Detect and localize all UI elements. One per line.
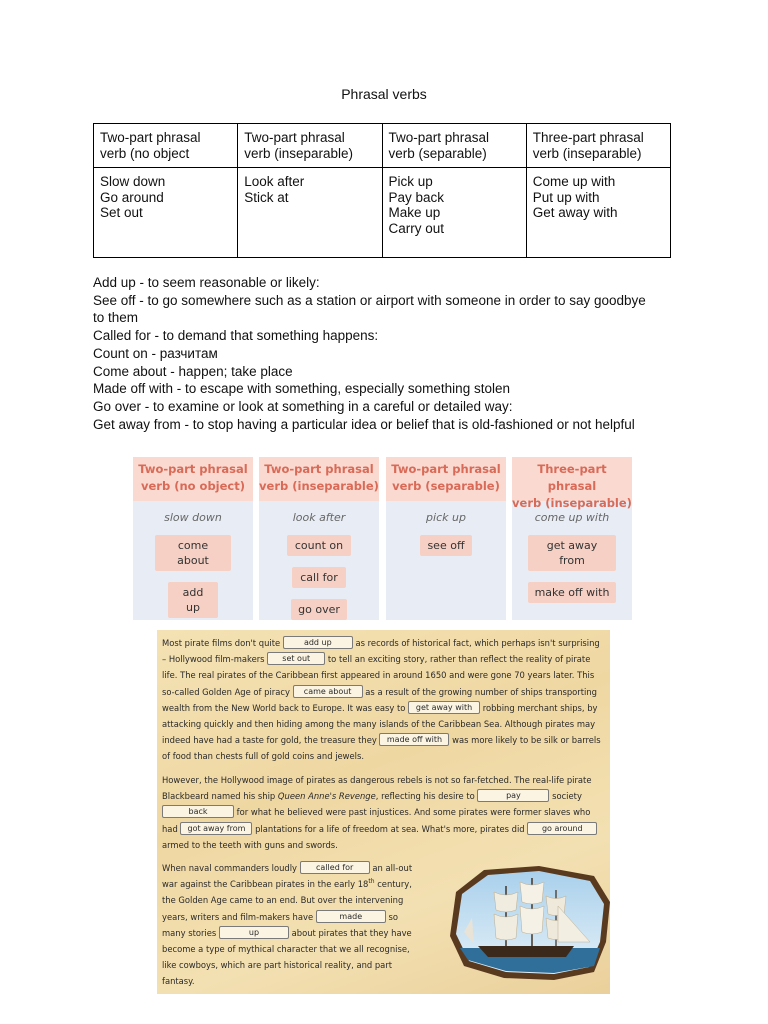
- sort-column-header: Two-part phrasal verb (no object): [133, 457, 253, 501]
- definition-line: See off - to go somewhere such as a station or airport with someone in order to say goodbye: [93, 292, 646, 308]
- verb-item: Slow down: [100, 174, 166, 189]
- answer-box[interactable]: go around: [527, 822, 597, 835]
- table-header-cell: Three-part phrasal verb (inseparable): [526, 124, 670, 168]
- verb-item: Put up with: [532, 189, 600, 205]
- verb-item: Go around: [100, 189, 164, 205]
- definition-line: Get away from - to stop having a particular idea or belief that is old-fashioned or not helpful: [93, 416, 635, 432]
- sort-column-separable: [386, 457, 506, 620]
- sort-chip[interactable]: see off: [420, 535, 472, 556]
- definition-line: Called for - to demand that something happens:: [93, 328, 379, 344]
- definition-line: Count on - разчитам: [93, 345, 218, 361]
- definitions-list: [93, 274, 693, 433]
- table-cell: [382, 168, 526, 258]
- answer-box[interactable]: pay: [477, 789, 549, 802]
- answer-box[interactable]: called for: [300, 861, 370, 874]
- answer-box[interactable]: get away with: [408, 701, 480, 714]
- sort-chip[interactable]: call for: [292, 567, 346, 588]
- table-header-row: [94, 124, 671, 168]
- verb-item: Get away with: [532, 205, 618, 220]
- sailing-ship-illustration: [444, 862, 610, 982]
- passage-paragraph: Most pirate films don't quite add up as records of historical fact, which perhaps isn't surprising – Hollywood film-makers set out to tell an exciting story, rather than reflect the reality of pirate life. The real pirates of the Caribbean first appeared in around 1650 and were gone 70 years later. This so-called Golden Age of piracy came about as a result of the growing number of ships transporting wealth from the New World back to Europe. It was easy to get away with robbing merchant ships, by attacking quickly and then hiding among the many islands of the Caribbean Sea. Although pirates may indeed have had a taste for gold, the treasure they made off with was more likely to be silk or barrels of food than chests full of gold coins and jewels.: [162, 638, 601, 762]
- table-row: [94, 168, 671, 258]
- phrasal-verbs-table: [93, 123, 671, 258]
- verb-item: Set out: [100, 205, 143, 220]
- verb-item: Stick at: [244, 189, 289, 205]
- passage-paragraph: When naval commanders loudly called for an all-out war against the Caribbean pirates in the early 18th century, the Golden Age came to an end. But over the intervening years, writers and film-makers have made so many stories up about pirates that they have become a type of mythical character that we all recognise, like cowboys, which are part historical reality, and part fantasy.: [162, 863, 413, 987]
- verb-item: Come up with: [532, 174, 616, 189]
- sort-column-inseparable: [259, 457, 379, 620]
- answer-box[interactable]: add up: [283, 636, 353, 649]
- verb-item: Pick up: [388, 174, 433, 189]
- document-title: Phrasal verbs: [341, 86, 427, 102]
- table-header-cell: Two-part phrasal verb (separable): [382, 124, 526, 168]
- sort-chip[interactable]: count on: [287, 535, 351, 556]
- sort-chip[interactable]: go over: [291, 599, 347, 620]
- answer-box[interactable]: came about: [293, 685, 363, 698]
- sort-column-header: Three-part phrasal verb (inseparable): [512, 457, 632, 501]
- sort-column-header: Two-part phrasal verb (inseparable): [259, 457, 379, 501]
- ship-name: Queen Anne's Revenge: [277, 791, 376, 802]
- sort-example: pick up: [426, 511, 466, 524]
- verb-item: Look after: [244, 174, 305, 189]
- verb-item: Make up: [388, 205, 441, 220]
- sort-chip[interactable]: make off with: [528, 582, 616, 603]
- table-header-cell: Two-part phrasal verb (no object: [94, 124, 238, 168]
- answer-box[interactable]: set out: [267, 652, 325, 665]
- sort-example: come up with: [534, 511, 610, 524]
- answer-box[interactable]: got away from: [180, 822, 252, 835]
- table-cell: [94, 168, 238, 258]
- table-cell: [238, 168, 382, 258]
- definition-line: Come about - happen; take place: [93, 363, 293, 379]
- answer-box[interactable]: back: [162, 805, 234, 818]
- definition-line: Add up - to seem reasonable or likely:: [93, 275, 320, 290]
- answer-box[interactable]: made: [316, 910, 386, 923]
- definition-line: Go over - to examine or look at something in a careful or detailed way:: [93, 398, 513, 414]
- sort-chip[interactable]: get away from: [528, 535, 616, 571]
- sort-example: look after: [292, 511, 346, 524]
- definition-line: Made off with - to escape with something, especially something stolen: [93, 381, 510, 397]
- table-cell: [526, 168, 670, 258]
- sort-column-header: Two-part phrasal verb (separable): [386, 457, 506, 501]
- table-header-cell: Two-part phrasal verb (inseparable): [238, 124, 382, 168]
- sort-column-three-part: [512, 457, 632, 620]
- sort-chip[interactable]: add up: [168, 582, 218, 618]
- definition-line: to them: [93, 310, 139, 326]
- verb-item: Pay back: [388, 189, 445, 205]
- sorting-exercise: [133, 457, 633, 620]
- verb-item: Carry out: [388, 220, 445, 236]
- passage-paragraph: However, the Hollywood image of pirates as dangerous rebels is not so far-fetched. The real-life pirate Blackbeard named his ship Queen Anne's Revenge, reflecting his desire to pay society back for what he believed were past injustices. And some pirates were former slaves who had got away from plantations for a life of freedom at sea. What's more, pirates did go around armed to the teeth with guns and swords.: [162, 772, 606, 853]
- sort-chip[interactable]: come about: [155, 535, 231, 571]
- sort-example: slow down: [164, 511, 222, 524]
- answer-box[interactable]: up: [219, 926, 289, 939]
- answer-box[interactable]: made off with: [379, 733, 449, 746]
- gap-fill-passage: [157, 630, 610, 994]
- sort-column-no-object: [133, 457, 253, 620]
